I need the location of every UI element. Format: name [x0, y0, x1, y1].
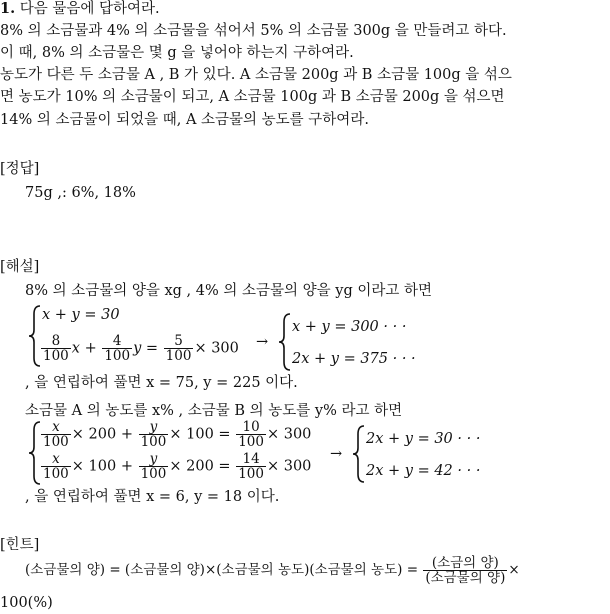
q2-line1: 농도가 다른 두 소금물 A , B 가 있다. A 소금물 200g 과 B 소금물 100g 을 섞으: [0, 67, 512, 83]
s2-arrow: →: [330, 446, 343, 462]
s2-eq2: $\frac{x}{100}$ × 100 + $\frac{y}{100}$ × 200 = $\frac{14}{100}$ × 300: [43, 451, 312, 483]
fraction: $\frac{y}{100}$: [140, 419, 167, 451]
s1-left-system: [28, 304, 278, 368]
s1-r1: x + y = 300 · · ·: [292, 319, 407, 335]
s2-eq1: $\frac{x}{100}$ × 200 + $\frac{y}{100}$ × 100 = $\frac{10}{100}$ × 300: [43, 419, 312, 451]
problem-instruction: 다음 물음에 답하여라.: [19, 1, 160, 17]
q2-line2: 면 농도가 10% 의 소금물이 되고, A 소금물 100g 과 B 소금물 200g 을 섞으면: [0, 89, 505, 105]
left-brace-icon: [352, 424, 366, 484]
q1-line2: 이 때, 8% 의 소금물은 몇 g 을 넣어야 하는지 구하여라.: [0, 45, 354, 61]
s2-r1: 2x + y = 30 · · ·: [366, 431, 481, 447]
s1-arrow: →: [256, 334, 269, 350]
problem-number: 1.: [0, 0, 16, 17]
solution-header: [해설]: [0, 259, 40, 275]
s1-eq1: x + y = 30: [42, 307, 120, 323]
left-brace-icon: [278, 312, 292, 372]
s2-right-system: [352, 424, 502, 484]
s1-right-system: [278, 312, 428, 372]
hint-header: [힌트]: [0, 537, 40, 553]
s1-intro: 8% 의 소금물의 양을 xg , 4% 의 소금물의 양을 yg 이라고 하면: [25, 283, 432, 299]
q2-line3: 14% 의 소금물이 되었을 때, A 소금물의 농도를 구하여라.: [0, 112, 369, 128]
fraction: $\frac{x}{100}$: [43, 419, 69, 451]
problem-heading: [0, 0, 160, 18]
s2-left-system: [28, 420, 328, 486]
answer-header: [정답]: [0, 161, 40, 177]
s1-r2: 2x + y = 375 · · ·: [292, 351, 416, 367]
fraction: $\frac{14}{100}$: [238, 451, 264, 483]
q1-line1: 8% 의 소금물과 4% 의 소금물을 섞어서 5% 의 소금물 300g 을 만들려고 하다.: [0, 23, 507, 39]
s2-conclusion: , 을 연립하여 풀면 x = 6, y = 18 이다.: [25, 489, 280, 505]
fraction: $\frac{4}{100}$: [104, 333, 131, 365]
s2-r2: 2x + y = 42 · · ·: [366, 463, 481, 479]
fraction: $\frac{\text{(소금의 양)}}{\text{(소금물의 양)}}$: [425, 555, 506, 587]
s2-intro: 소금물 A 의 농도를 x% , 소금물 B 의 농도를 y% 라고 하면: [25, 403, 403, 419]
s1-eq2: $\frac{8}{100}$ x + $\frac{4}{100}$ y = $\frac{5}{100}$ × 300: [43, 333, 239, 365]
hint-formula-cont: 100(%): [0, 595, 53, 611]
fraction: $\frac{10}{100}$: [238, 419, 264, 451]
fraction: $\frac{5}{100}$: [165, 333, 192, 365]
fraction: $\frac{y}{100}$: [140, 451, 167, 483]
s1-conclusion: , 을 연립하여 풀면 x = 75, y = 225 이다.: [25, 375, 298, 391]
fraction: $\frac{8}{100}$: [43, 333, 69, 365]
hint-formula: (소금물의 양) = (소금물의 양)×(소금물의 농도)(소금물의 농도) = $\frac{\text{(소금의 양)}}{\text{(소금물의 양)}}$ ×: [25, 555, 520, 587]
answer-text: 75g ,: 6%, 18%: [25, 185, 136, 201]
fraction: $\frac{x}{100}$: [43, 451, 69, 483]
